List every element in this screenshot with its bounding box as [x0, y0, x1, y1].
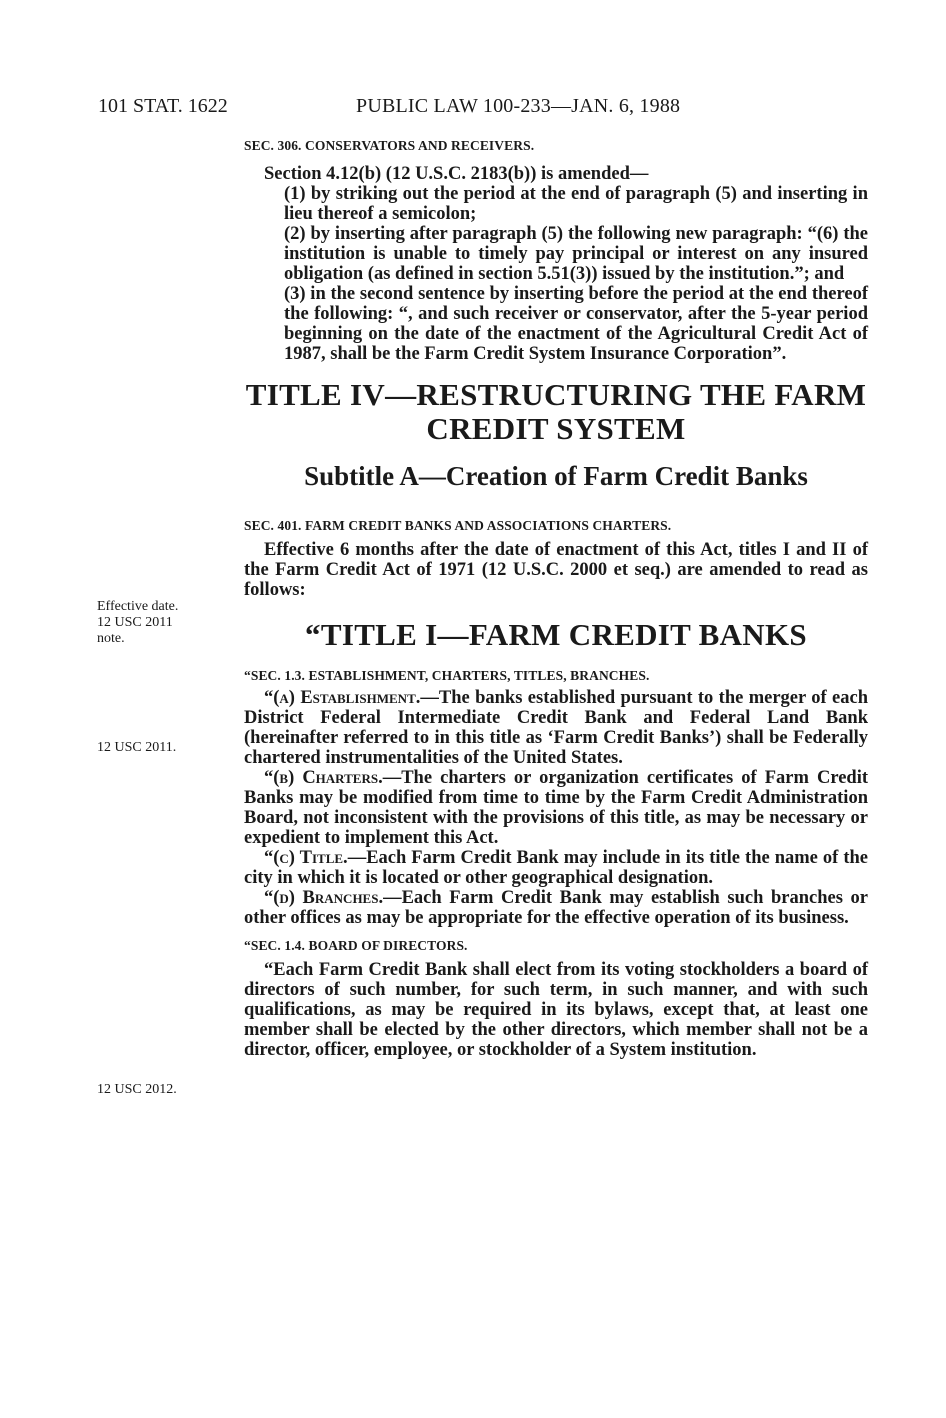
margin-note-sec13: 12 USC 2011. — [97, 740, 177, 755]
list-item — [244, 224, 868, 284]
title-heading-line1: TITLE IV—RESTRUCTURING THE FARM — [245, 377, 867, 412]
list-item-text: (3) in the second sentence by inserting before the period at the end thereof the following: “, and such receiver or conservator, after the 5-year period beginning on the date of the enactment of the Agricultural Credit Act of 1987, shall be the Farm Credit System Insurance Corporation”. — [284, 284, 868, 364]
law-date-header: PUBLIC LAW 100-233—JAN. 6, 1988 — [356, 95, 681, 117]
subtitle-heading: Subtitle A—Creation of Farm Credit Banks — [304, 461, 808, 491]
subsection-c — [244, 848, 868, 888]
subsection-label: “(d) Branches. — [264, 888, 384, 908]
running-head — [98, 92, 870, 120]
section-heading: “SEC. 1.4. BOARD OF DIRECTORS. — [244, 938, 468, 953]
list-item-text: (2) by inserting after paragraph (5) the following new paragraph: “(6) the institution is unable to timely pay principal or interest on any insured obligation (as defined in section 5.51(3)) issued by the institution.”; and — [284, 224, 868, 284]
section-intro: Section 4.12(b) (12 U.S.C. 2183(b)) is amended— — [264, 164, 649, 184]
section-heading: SEC. 306. CONSERVATORS AND RECEIVERS. — [244, 138, 535, 153]
subsection-b — [244, 768, 868, 848]
section-body: Effective 6 months after the date of enactment of this Act, titles I and II of the Farm Credit Act of 1971 (12 U.S.C. 2000 et seq.) are amended to read as follows: — [244, 540, 868, 600]
title-heading-line2: CREDIT SYSTEM — [426, 411, 686, 446]
subsection-d — [244, 888, 868, 928]
section-body: “Each Farm Credit Bank shall elect from its voting stockholders a board of directors of such number, for such term, in such manner, and with such qualifications, as may be required in its bylaws, except that, at least one member shall be elected by the other directors, which member shall not be a director, officer, employee, or stockholder of a System institution. — [244, 960, 868, 1060]
subsection-a — [244, 688, 868, 768]
list-item — [244, 284, 868, 364]
subsection-text: —The banks established pursuant to the merger of each District Federal Intermediate Credit Bank and Federal Land Bank (hereinafter referred to in this title as ‘Farm Credit Banks’) shall be Federally chartered instrumentalities of the United States. — [244, 688, 868, 768]
title-heading: “TITLE I—FARM CREDIT BANKS — [305, 617, 807, 652]
margin-note-sec14: 12 USC 2012. — [97, 1082, 177, 1097]
margin-note-line: 12 USC 2011 — [97, 615, 173, 630]
subsection-text: —Each Farm Credit Bank may include in its title the name of the city in which it is located or other geographical designation. — [244, 848, 868, 888]
margin-note-line: Effective date. — [97, 599, 179, 614]
margin-note-effective-date — [97, 599, 237, 647]
list-item — [244, 184, 868, 224]
list-item-text: (1) by striking out the period at the end of paragraph (5) and inserting in lieu thereof a semicolon; — [284, 184, 868, 224]
main-text — [244, 138, 868, 1060]
section-heading: “SEC. 1.3. ESTABLISHMENT, CHARTERS, TITLES, BRANCHES. — [244, 668, 650, 683]
section-heading: SEC. 401. FARM CREDIT BANKS AND ASSOCIATIONS CHARTERS. — [244, 518, 672, 533]
margin-note-line: note. — [97, 631, 125, 646]
subsection-label: “(c) Title. — [264, 848, 348, 868]
subsection-label: “(a) Establishment. — [264, 688, 421, 708]
subsection-text: —Each Farm Credit Bank may establish such branches or other offices as may be appropriate for the effective operation of its business. — [244, 888, 868, 928]
subsection-label: “(b) Charters. — [264, 768, 383, 788]
page-reference: 101 STAT. 1622 — [98, 95, 228, 117]
subsection-text: —The charters or organization certificates of Farm Credit Banks may be modified from time to time by the Farm Credit Administration Board, not inconsistent with the provisions of this title, as may be necessary or expedient to implement this Act. — [244, 768, 868, 848]
title-iv-block — [244, 378, 868, 446]
